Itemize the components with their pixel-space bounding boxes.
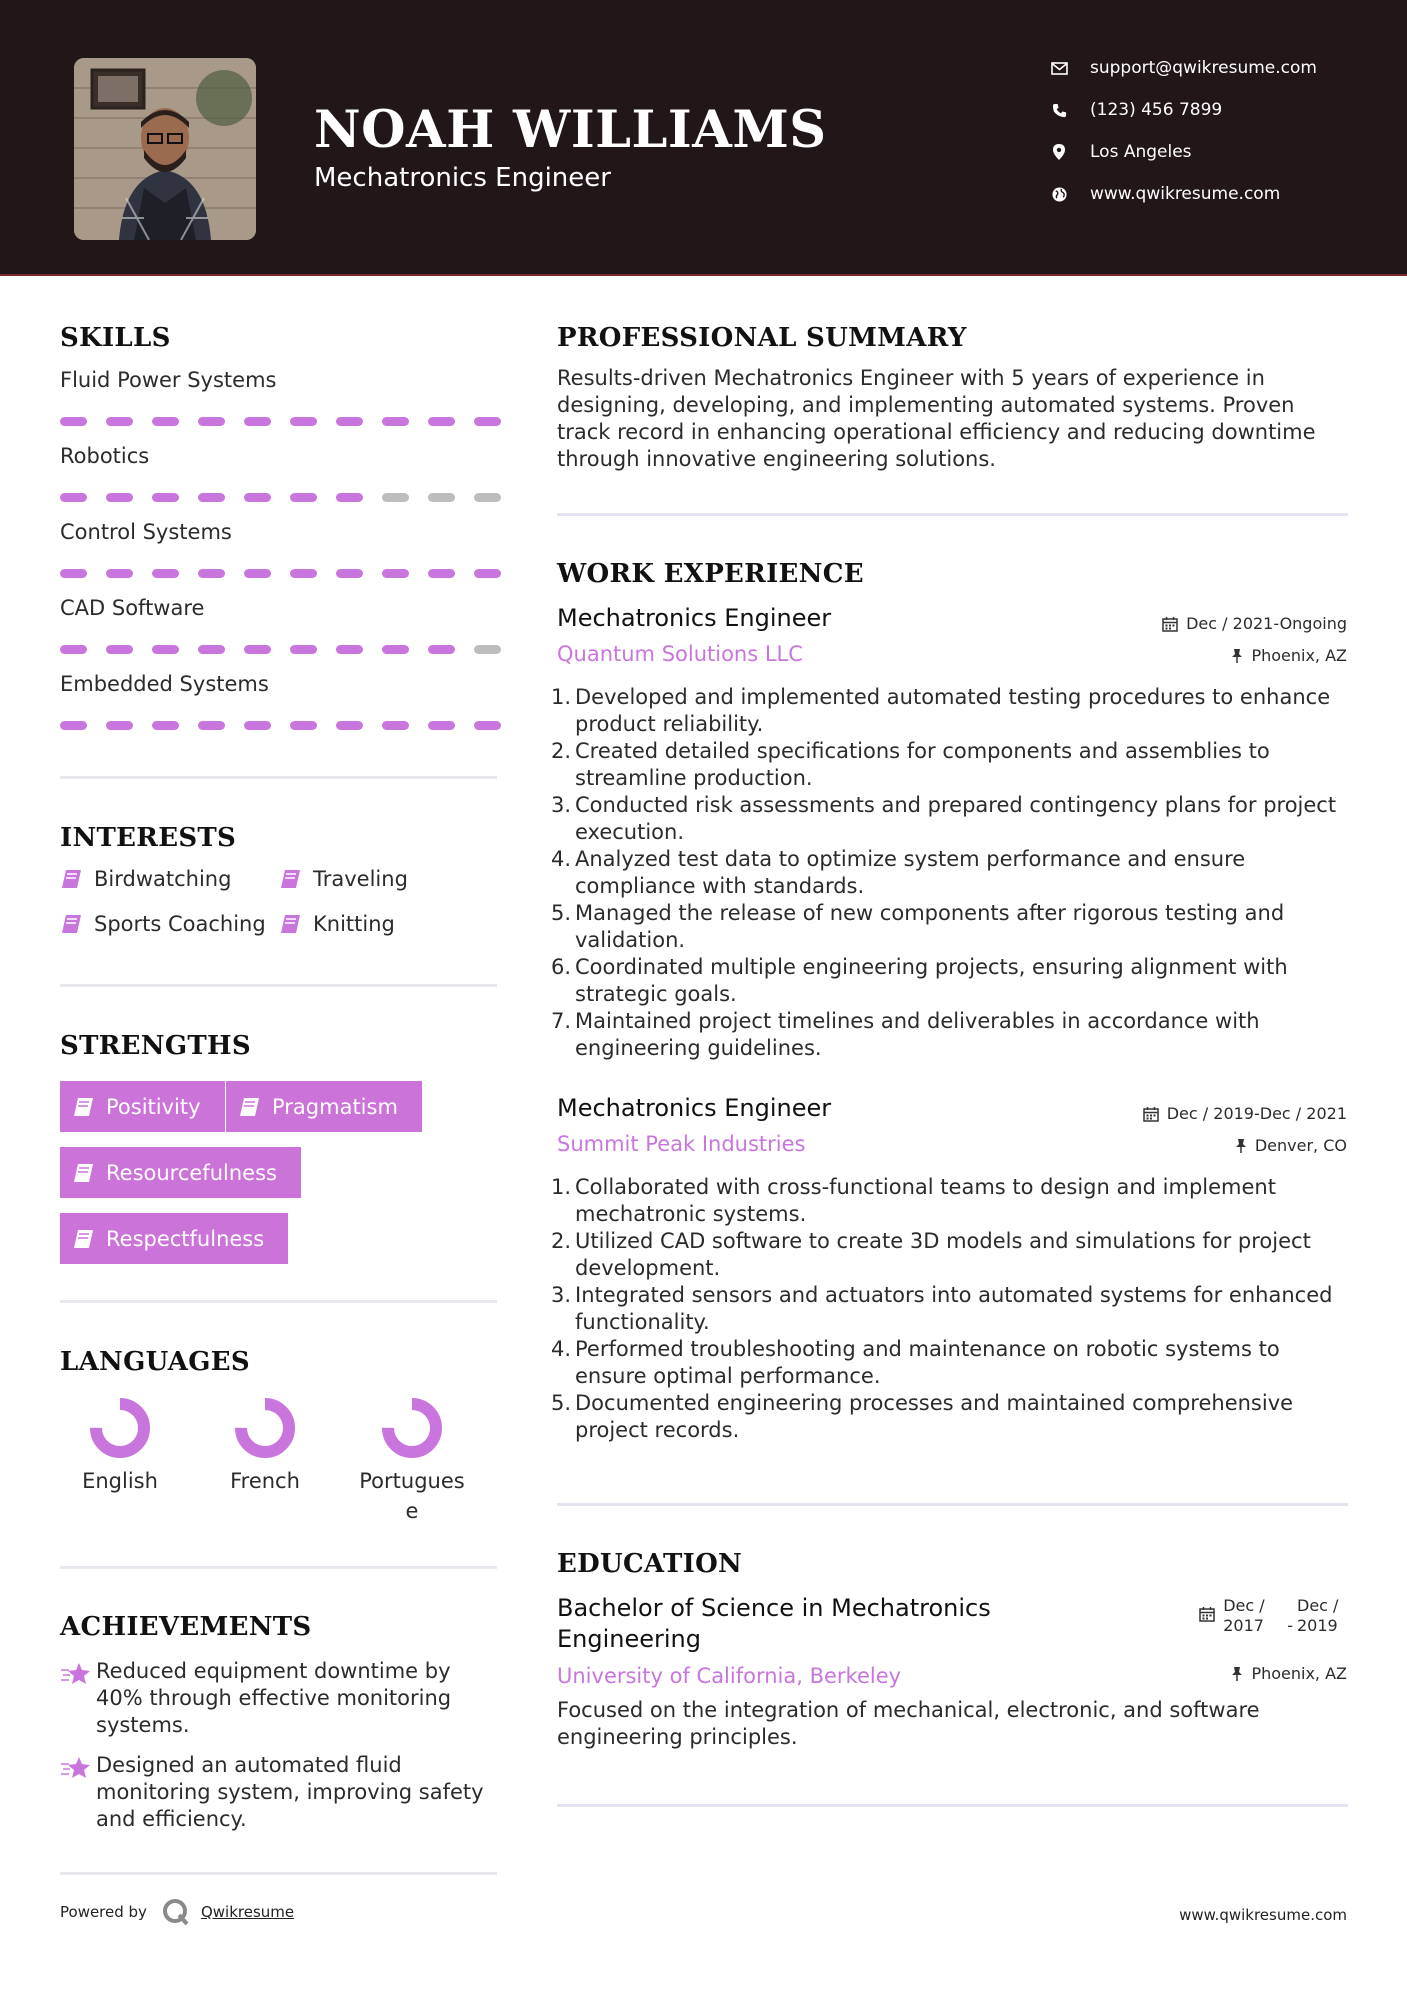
responsibility-item xyxy=(551,1174,1357,1228)
language-level-arc xyxy=(388,1404,436,1452)
skill-segment-filled xyxy=(198,569,225,578)
strength-label: Resourcefulness xyxy=(106,1160,277,1185)
job-location-text: Phoenix, AZ xyxy=(1251,646,1347,665)
responsibility-text: Utilized CAD software to create 3D models and simulations for project development. xyxy=(575,1229,1311,1280)
powered-by xyxy=(60,1897,294,1927)
skill-segment-filled xyxy=(336,569,363,578)
education-dates xyxy=(1199,1596,1347,1656)
language-name: English xyxy=(82,1469,158,1493)
skill-segment-filled xyxy=(198,417,225,426)
footer-website[interactable]: www.qwikresume.com xyxy=(1179,1906,1347,1924)
skill-segment-filled xyxy=(290,569,317,578)
skill-segment-filled xyxy=(152,721,179,730)
responsibility-text: Created detailed specifications for components and assemblies to streamline production. xyxy=(575,739,1270,790)
book-icon xyxy=(60,914,82,934)
responsibility-item xyxy=(551,738,1357,792)
language-level-ring xyxy=(90,1398,150,1458)
education-degree: Bachelor of Science in Mechatronics Engineering xyxy=(557,1594,991,1653)
section-divider xyxy=(60,1566,497,1569)
job-location-text: Denver, CO xyxy=(1254,1136,1347,1155)
summary-heading: PROFESSIONAL SUMMARY xyxy=(557,323,967,353)
responsibility-item xyxy=(551,1282,1357,1336)
section-divider xyxy=(557,1503,1348,1506)
list-number: 3. xyxy=(551,1283,572,1307)
job-dates-text: Dec / 2019-Dec / 2021 xyxy=(1166,1104,1347,1123)
calendar-icon xyxy=(1199,1606,1215,1622)
skill-label: Fluid Power Systems xyxy=(60,368,277,392)
skill-segment-filled xyxy=(152,493,179,502)
skill-label: CAD Software xyxy=(60,596,205,620)
list-number: 1. xyxy=(551,1175,572,1199)
list-number: 7. xyxy=(551,1009,572,1033)
map-pin-icon xyxy=(1050,143,1068,161)
book-icon xyxy=(72,1097,94,1117)
language-name: French xyxy=(230,1469,300,1493)
skill-segment-filled xyxy=(198,721,225,730)
skill-segment-filled xyxy=(244,417,271,426)
skill-rating-bar xyxy=(60,569,501,578)
skill-segment-filled xyxy=(106,645,133,654)
skill-segment-filled xyxy=(290,721,317,730)
interest-label: Birdwatching xyxy=(94,867,232,891)
job-location xyxy=(1231,646,1347,665)
skill-segment-filled xyxy=(198,493,225,502)
skill-segment-filled xyxy=(244,721,271,730)
education-heading: EDUCATION xyxy=(557,1549,743,1579)
section-divider xyxy=(60,1300,497,1303)
skill-rating-bar xyxy=(60,493,501,502)
education-school: University of California, Berkeley xyxy=(557,1664,902,1688)
skill-segment-filled xyxy=(106,493,133,502)
responsibility-item xyxy=(551,1008,1357,1062)
skill-segment-filled xyxy=(60,417,87,426)
job-location xyxy=(1235,1136,1347,1155)
skill-segment-filled xyxy=(428,569,455,578)
skill-segment-filled xyxy=(382,721,409,730)
list-number: 6. xyxy=(551,955,572,979)
contact-email[interactable] xyxy=(1050,58,1317,78)
interest-label: Knitting xyxy=(313,912,395,936)
achievement-item xyxy=(60,1752,500,1833)
skill-segment-filled xyxy=(290,417,317,426)
strength-label: Positivity xyxy=(106,1094,201,1119)
skill-rating-bar xyxy=(60,417,501,426)
skill-segment-filled xyxy=(290,493,317,502)
skill-segment-filled xyxy=(198,645,225,654)
list-number: 2. xyxy=(551,1229,572,1253)
education-location-text: Phoenix, AZ xyxy=(1251,1664,1347,1683)
contact-phone-text: (123) 456 7899 xyxy=(1090,100,1223,120)
interest-label: Sports Coaching xyxy=(94,912,266,936)
skill-segment-filled xyxy=(474,569,501,578)
skill-segment-empty xyxy=(474,645,501,654)
contact-location xyxy=(1050,142,1192,162)
section-divider xyxy=(557,513,1348,516)
skill-segment-filled xyxy=(244,645,271,654)
responsibility-item xyxy=(551,954,1357,1008)
book-icon xyxy=(279,914,301,934)
section-divider xyxy=(60,776,497,779)
section-divider xyxy=(60,1872,497,1875)
responsibility-item xyxy=(551,1390,1357,1444)
skill-segment-filled xyxy=(428,645,455,654)
qwikresume-link[interactable]: Qwikresume xyxy=(200,1903,295,1921)
responsibility-item xyxy=(551,846,1357,900)
job-dates-text: Dec / 2021-Ongoing xyxy=(1186,614,1347,633)
pin-icon xyxy=(1231,648,1243,664)
star-icon xyxy=(60,1756,96,1833)
responsibility-item xyxy=(551,900,1357,954)
globe-icon xyxy=(1050,185,1068,203)
language-name: Portuguese xyxy=(359,1469,465,1523)
responsibility-text: Documented engineering processes and maintained comprehensive project records. xyxy=(575,1391,1294,1442)
resume-header xyxy=(0,0,1407,276)
skill-label: Embedded Systems xyxy=(60,672,269,696)
skill-label: Control Systems xyxy=(60,520,232,544)
skill-segment-filled xyxy=(336,493,363,502)
phone-icon xyxy=(1050,101,1068,119)
skill-segment-filled xyxy=(152,645,179,654)
powered-by-label: Powered by xyxy=(60,1903,147,1921)
responsibility-text: Coordinated multiple engineering projects, ensuring alignment with strategic goals. xyxy=(575,955,1288,1006)
skill-segment-empty xyxy=(382,493,409,502)
contact-location-text: Los Angeles xyxy=(1090,142,1192,162)
mail-icon xyxy=(1050,59,1068,77)
book-icon xyxy=(72,1229,94,1249)
skill-rating-bar xyxy=(60,645,501,654)
list-number: 5. xyxy=(551,1391,572,1415)
job-company: Quantum Solutions LLC xyxy=(557,642,803,666)
achievement-item xyxy=(60,1658,500,1739)
language-item xyxy=(195,1398,335,1496)
education-description: Focused on the integration of mechanical, electronic, and software engineering principles. xyxy=(557,1698,1260,1749)
skill-segment-filled xyxy=(474,721,501,730)
job-dates xyxy=(1143,1104,1347,1123)
achievement-text: Designed an automated fluid monitoring system, improving safety and efficiency. xyxy=(96,1753,484,1831)
skill-segment-filled xyxy=(336,417,363,426)
education-date-start: Dec / 2017 xyxy=(1223,1596,1265,1635)
interests-heading: INTERESTS xyxy=(60,823,237,853)
responsibility-item xyxy=(551,1336,1357,1390)
responsibility-item xyxy=(551,1228,1357,1282)
pin-icon xyxy=(1231,1666,1243,1682)
skill-segment-filled xyxy=(474,417,501,426)
language-level-ring xyxy=(235,1398,295,1458)
language-item xyxy=(50,1398,190,1496)
skill-segment-filled xyxy=(60,645,87,654)
education-date-end: Dec / 2019 xyxy=(1297,1596,1339,1635)
skill-segment-filled xyxy=(106,417,133,426)
skill-segment-filled xyxy=(336,645,363,654)
list-number: 2. xyxy=(551,739,572,763)
calendar-icon xyxy=(1162,616,1178,632)
summary-text: Results-driven Mechatronics Engineer with 5 years of experience in designing, developing, and implementing automated systems. Proven track record in enhancing operational efficiency and reducing downtime through innovative engineering solutions. xyxy=(557,366,1316,471)
experience-heading: WORK EXPERIENCE xyxy=(557,559,864,589)
responsibility-text: Managed the release of new components after rigorous testing and validation. xyxy=(575,901,1285,952)
strength-chip xyxy=(226,1081,422,1132)
skill-segment-filled xyxy=(244,493,271,502)
strength-chip xyxy=(60,1213,288,1264)
responsibility-item xyxy=(551,684,1357,738)
book-icon xyxy=(238,1097,260,1117)
job-responsibilities xyxy=(551,684,1357,1062)
list-number: 3. xyxy=(551,793,572,817)
skill-segment-empty xyxy=(428,493,455,502)
languages-heading: LANGUAGES xyxy=(60,1347,250,1377)
achievements-heading: ACHIEVEMENTS xyxy=(60,1612,312,1642)
skill-segment-empty xyxy=(474,493,501,502)
skill-segment-filled xyxy=(290,645,317,654)
responsibility-text: Conducted risk assessments and prepared contingency plans for project execution. xyxy=(575,793,1337,844)
skill-segment-filled xyxy=(152,569,179,578)
skill-segment-filled xyxy=(60,721,87,730)
responsibility-item xyxy=(551,792,1357,846)
list-number: 5. xyxy=(551,901,572,925)
contact-website[interactable] xyxy=(1050,184,1280,204)
book-icon xyxy=(72,1163,94,1183)
date-separator: - xyxy=(1287,1616,1293,1635)
list-number: 4. xyxy=(551,1337,572,1361)
book-icon xyxy=(60,869,82,889)
interest-item xyxy=(279,912,395,936)
skill-segment-filled xyxy=(106,569,133,578)
interest-item xyxy=(60,867,231,891)
strength-chip xyxy=(60,1081,225,1132)
achievement-text: Reduced equipment downtime by 40% through effective monitoring systems. xyxy=(96,1659,452,1737)
responsibility-text: Analyzed test data to optimize system performance and ensure compliance with standards. xyxy=(575,847,1246,898)
language-item xyxy=(342,1398,482,1526)
interest-item xyxy=(279,867,408,891)
education-location xyxy=(1231,1664,1347,1683)
strength-label: Respectfulness xyxy=(106,1226,265,1251)
strength-chip xyxy=(60,1147,301,1198)
skill-segment-filled xyxy=(382,417,409,426)
responsibility-text: Developed and implemented automated testing procedures to enhance product reliability. xyxy=(575,685,1331,736)
contact-phone[interactable] xyxy=(1050,100,1222,120)
contact-email-text: support@qwikresume.com xyxy=(1090,58,1317,78)
skill-segment-filled xyxy=(60,493,87,502)
language-level-arc xyxy=(96,1404,144,1452)
candidate-title: Mechatronics Engineer xyxy=(314,163,611,193)
language-level-arc xyxy=(241,1404,289,1452)
skill-segment-filled xyxy=(382,645,409,654)
interest-item xyxy=(60,912,266,936)
job-company: Summit Peak Industries xyxy=(557,1132,806,1156)
job-title: Mechatronics Engineer xyxy=(557,604,832,632)
candidate-name: NOAH WILLIAMS xyxy=(314,100,827,160)
strength-label: Pragmatism xyxy=(272,1094,398,1119)
skill-segment-filled xyxy=(244,569,271,578)
language-level-ring xyxy=(382,1398,442,1458)
pin-icon xyxy=(1235,1138,1247,1154)
skill-segment-filled xyxy=(60,569,87,578)
section-divider xyxy=(557,1804,1348,1807)
contact-website-text: www.qwikresume.com xyxy=(1090,184,1281,204)
skill-label: Robotics xyxy=(60,444,150,468)
skill-segment-filled xyxy=(336,721,363,730)
skill-rating-bar xyxy=(60,721,501,730)
responsibility-text: Performed troubleshooting and maintenance on robotic systems to ensure optimal performance. xyxy=(575,1337,1280,1388)
interest-label: Traveling xyxy=(313,867,408,891)
job-title: Mechatronics Engineer xyxy=(557,1094,832,1122)
list-number: 4. xyxy=(551,847,572,871)
qwikresume-logo-icon xyxy=(161,1897,191,1927)
skill-segment-filled xyxy=(428,417,455,426)
star-icon xyxy=(60,1662,96,1739)
section-divider xyxy=(60,984,497,987)
calendar-icon xyxy=(1143,1106,1159,1122)
skill-segment-filled xyxy=(152,417,179,426)
book-icon xyxy=(279,869,301,889)
job-dates xyxy=(1162,614,1347,633)
strengths-heading: STRENGTHS xyxy=(60,1031,251,1061)
skill-segment-filled xyxy=(106,721,133,730)
skill-segment-filled xyxy=(382,569,409,578)
list-number: 1. xyxy=(551,685,572,709)
job-responsibilities xyxy=(551,1174,1357,1444)
skill-segment-filled xyxy=(428,721,455,730)
responsibility-text: Integrated sensors and actuators into automated systems for enhanced functionality. xyxy=(575,1283,1333,1334)
profile-photo xyxy=(74,58,256,240)
responsibility-text: Maintained project timelines and deliverables in accordance with engineering guidelines. xyxy=(575,1009,1260,1060)
skills-heading: SKILLS xyxy=(60,323,171,353)
responsibility-text: Collaborated with cross-functional teams to design and implement mechatronic systems. xyxy=(575,1175,1276,1226)
